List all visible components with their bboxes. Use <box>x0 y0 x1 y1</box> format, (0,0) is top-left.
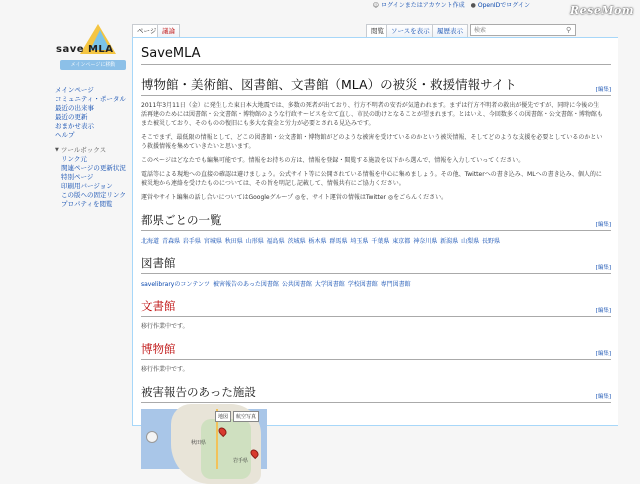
section-header-main <box>141 75 611 96</box>
prefecture-link[interactable]: 福島県 <box>266 238 285 245</box>
section-title-damaged: 被害報告のあった施設 <box>141 385 256 399</box>
edit-link[interactable]: [編集] <box>595 351 611 357</box>
edit-link[interactable]: [編集] <box>595 222 611 228</box>
editable-paragraph: このページはどなたでも編集可能です。情報をお持ちの方は、情報を登録・閲覧する施設を以下から選んで、情報を入力していってください。 <box>141 157 525 164</box>
personal-tools <box>373 0 530 9</box>
section-title-libraries: 図書館 <box>141 256 176 270</box>
tab-page[interactable]: ページ <box>132 24 161 37</box>
prefecture-link[interactable]: 青森県 <box>161 238 180 245</box>
prefecture-link[interactable]: 北海道 <box>141 238 160 245</box>
library-links <box>141 279 618 288</box>
map-label-iwate: 岩手県 <box>233 458 249 464</box>
site-logo[interactable] <box>52 24 128 84</box>
library-link[interactable]: 大学図書館 <box>314 281 345 288</box>
logo-tagline: メインページに移動 <box>60 60 126 70</box>
prefecture-link[interactable]: 長野県 <box>482 238 501 245</box>
damage-map[interactable] <box>141 409 267 469</box>
section-header-archives <box>141 298 611 317</box>
map-land-green <box>201 419 251 479</box>
prefecture-link[interactable]: 新潟県 <box>440 238 459 245</box>
info-paragraph: そこでまず、最低限の情報として、どこの図書館・公文書館・博物館がどのような被害を受けているのかという被災情報、そしてどのような支援を必要としているのかという救援情報を集めていきたいと思います。 <box>141 134 603 150</box>
library-link[interactable]: 学校図書館 <box>347 281 378 288</box>
tool-item-special-pages[interactable]: 特別ページ <box>61 173 94 181</box>
tool-item-printable-version[interactable]: 印刷用バージョン <box>61 182 113 190</box>
section-header-damaged <box>141 384 611 403</box>
prefecture-link[interactable]: 埼玉県 <box>350 238 369 245</box>
openid-icon: ● <box>470 2 476 9</box>
prefecture-link[interactable]: 神奈川県 <box>413 238 438 245</box>
library-link[interactable]: 公共図書館 <box>281 281 312 288</box>
contact-paragraph: 運営やサイト編集の話し合いについてはGoogleグループ ◎を、サイト運営の情報はTwitter ◎をごらんください。 <box>141 194 448 201</box>
sidebar-item-random-page[interactable]: おまかせ表示 <box>55 122 94 130</box>
library-link[interactable]: 専門図書館 <box>380 281 411 288</box>
section-title-prefectures: 都県ごとの一覧 <box>141 213 222 227</box>
tool-item-browse-properties[interactable]: プロパティを閲覧 <box>61 200 113 208</box>
prefecture-link[interactable]: 茨城県 <box>287 238 306 245</box>
prefecture-link[interactable]: 山形県 <box>245 238 264 245</box>
section-title-museums[interactable]: 博物館 <box>141 342 176 356</box>
tab-view-source[interactable]: ソースを表示 <box>386 24 435 37</box>
guideline-paragraph: 電話等による現地への直接の確認は避けましょう。公式サイト等に公開されている情報を中心に集めましょう。その他、Twitterへの書き込み、MLへの書き込み、個人的に被災地から連絡を受けたものについては、その旨を明記し記載して、情報共有にご協力ください。 <box>141 171 602 187</box>
tab-read[interactable]: 閲覧 <box>366 24 389 37</box>
edit-link[interactable]: [編集] <box>595 394 611 400</box>
tool-item-permanent-link[interactable]: この版への固定リンク <box>61 191 126 199</box>
prefecture-link[interactable]: 秋田県 <box>224 238 243 245</box>
edit-link[interactable]: [編集] <box>595 308 611 314</box>
prefecture-link[interactable]: 東京都 <box>392 238 411 245</box>
museums-text: 移行作業中です。 <box>141 366 189 373</box>
openid-link[interactable]: OpenIDでログイン <box>477 2 530 9</box>
library-link[interactable]: savelibraryのコンテンツ <box>141 281 211 288</box>
section-header-libraries <box>141 255 611 274</box>
logo-text: save MLA <box>56 44 114 55</box>
tool-item-related-changes[interactable]: 関連ページの更新状況 <box>61 164 126 172</box>
sidebar-item-recent-changes[interactable]: 最近の更新 <box>55 113 88 121</box>
toolbox-title: ツールボックス <box>60 146 107 154</box>
content-area <box>132 37 618 464</box>
map-type-satellite-button[interactable]: 航空写真 <box>233 411 259 422</box>
user-icon: ☺ <box>372 2 380 9</box>
prefecture-links <box>141 236 618 245</box>
sidebar-item-community-portal[interactable]: コミュニティ・ポータル <box>55 95 126 103</box>
map-label-akita: 秋田県 <box>191 440 207 446</box>
edit-link[interactable]: [編集] <box>595 87 611 93</box>
map-type-map-button[interactable]: 地図 <box>215 411 231 422</box>
tab-talk[interactable]: 議論 <box>157 24 180 37</box>
section-header-prefectures <box>141 212 611 231</box>
sidebar-item-main-page[interactable]: メインページ <box>55 86 94 94</box>
prefecture-link[interactable]: 栃木県 <box>308 238 327 245</box>
prefecture-link[interactable]: 山梨県 <box>461 238 480 245</box>
sidebar-item-current-events[interactable]: 最近の出来事 <box>55 104 94 112</box>
sidebar-item-help[interactable]: ヘルプ <box>55 131 75 139</box>
intro-paragraph: 2011年3月11日（金）に発生した東日本大地震では、多数の死者が出ており、行方不明者の安否が気遣われます。まずは行方不明者の救出が優先ですが、同時に今後の生活再建のためには図書館・公文書館・博物館のような行政サービスを立て直し、市民の助けとなることが望まれます。とはいえ、今回数多くの図書館・公文書館・博物館もまた被災しており、そのものの復旧にも多大な資金と労力が必要とされる見込みです。 <box>141 102 603 127</box>
login-link[interactable]: ログインまたはアカウント作成 <box>381 2 465 9</box>
section-header-museums <box>141 341 611 360</box>
tool-item-what-links-here[interactable]: リンク元 <box>61 155 87 163</box>
watermark-logo: ReseMom <box>570 4 634 17</box>
prefecture-link[interactable]: 群馬県 <box>329 238 348 245</box>
prefecture-link[interactable]: 宮城県 <box>203 238 222 245</box>
prefecture-link[interactable]: 岩手県 <box>182 238 201 245</box>
page-title: SaveMLA <box>141 46 611 65</box>
search-input[interactable] <box>470 24 576 36</box>
section-title-archives[interactable]: 文書館 <box>141 299 176 313</box>
edit-link[interactable]: [編集] <box>595 265 611 271</box>
map-pan-control[interactable] <box>146 431 158 443</box>
chevron-down-icon: ▼ <box>55 147 59 153</box>
main-heading: 博物館・美術館、図書館、文書館（MLA）の被災・救援情報サイト <box>141 77 517 92</box>
library-link[interactable]: 被害報告のあった図書館 <box>212 281 279 288</box>
tab-history[interactable]: 履歴表示 <box>432 24 468 37</box>
prefecture-link[interactable]: 千葉県 <box>371 238 390 245</box>
archives-text: 移行作業中です。 <box>141 323 189 330</box>
search-icon[interactable]: ⚲ <box>566 26 572 34</box>
